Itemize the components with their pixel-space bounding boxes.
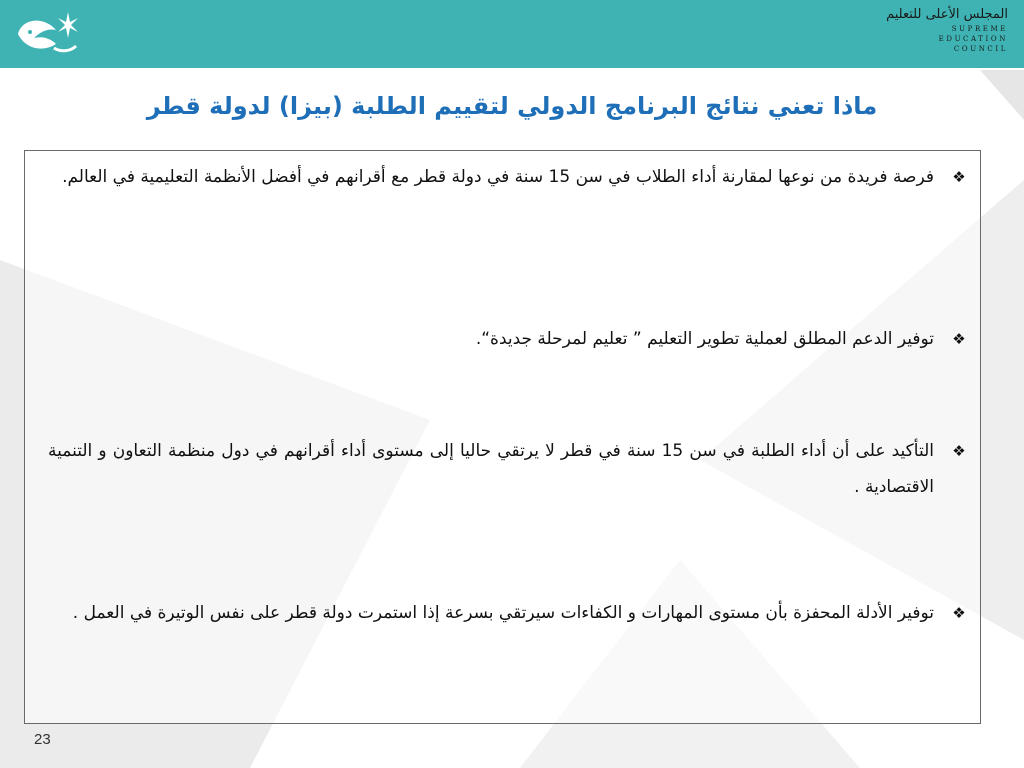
council-name-english-line: EDUCATION <box>938 35 1008 43</box>
council-name-english-line: COUNCIL <box>953 45 1008 53</box>
council-name-arabic: المجلس الأعلى للتعليم <box>886 7 1008 22</box>
bullet-text: توفير الأدلة المحفزة بأن مستوى المهارات و الكفاءات سيرتقي بسرعة إذا استمرت دولة قطر على نفس الوتيرة في العمل . <box>72 603 934 623</box>
bullet-item <box>48 433 968 505</box>
content-box <box>24 150 981 724</box>
bullet-item <box>48 595 968 631</box>
bullet-diamond-icon: ❖ <box>952 330 966 348</box>
bullet-diamond-icon: ❖ <box>952 442 966 460</box>
bullet-text: التأكيد على أن أداء الطلبة في سن 15 سنة في قطر لا يرتقي حاليا إلى مستوى أداء أقرانهم في دول منظمة التعاون و التنمية الاقتصادية . <box>48 441 934 497</box>
dove-star-logo-icon <box>14 8 80 60</box>
bullet-text: فرصة فريدة من نوعها لمقارنة أداء الطلاب في سن 15 سنة في دولة قطر مع أقرانهم في أفضل الأنظمة التعليمية في العالم. <box>62 167 934 187</box>
council-name-english-line: SUPREME <box>951 25 1008 33</box>
bullet-diamond-icon: ❖ <box>952 604 966 622</box>
bullet-item <box>48 321 968 357</box>
council-name <box>886 6 1008 54</box>
bullet-item <box>48 159 968 195</box>
page-number: 23 <box>34 731 51 748</box>
bullet-diamond-icon: ❖ <box>952 168 966 186</box>
bullet-text: توفير الدعم المطلق لعملية تطوير التعليم ” تعليم لمرحلة جديدة“. <box>475 329 934 349</box>
header-band <box>0 0 1024 68</box>
slide-title: ماذا تعني نتائج البرنامج الدولي لتقييم الطلبة (بيزا) لدولة قطر <box>146 92 878 120</box>
